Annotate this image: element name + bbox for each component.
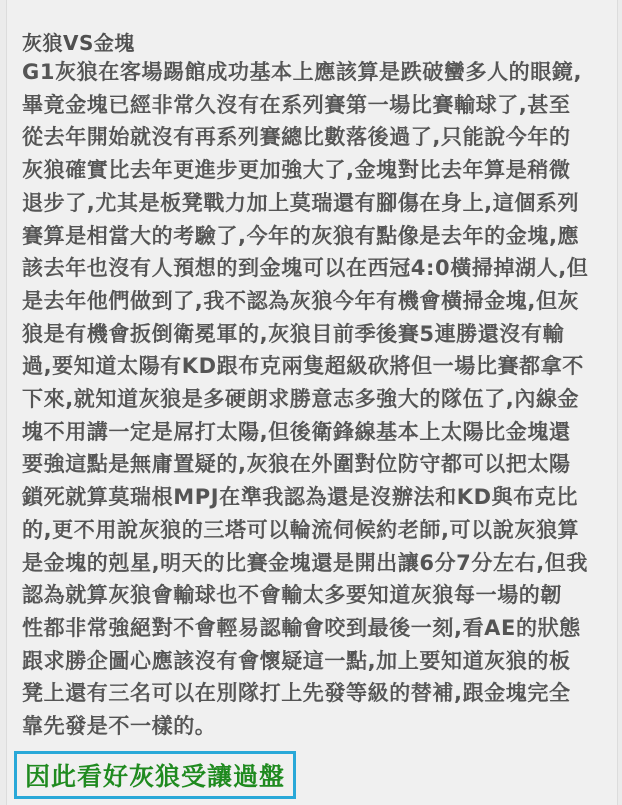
body-line-3: 從去年開始就沒有再系列賽總比數落後過了,只能說今年的 [22, 125, 571, 150]
body-line-12: 塊不用講一定是屌打太陽,但後衛鋒線基本上太陽比金塊還 [22, 419, 571, 444]
body-line-10: 過,要知道太陽有KD跟布克兩隻超級砍將但一場比賽都拿不 [22, 354, 584, 379]
body-line-5: 退步了,尤其是板凳戰力加上莫瑞還有腳傷在身上,這個系列 [22, 190, 580, 215]
body-line-18: 性都非常強絕對不會輕易認輸會咬到最後一刻,看AE的狀態 [22, 615, 581, 640]
body-line-4: 灰狼確實比去年更進步更加強大了,金塊對比去年算是稍微 [22, 158, 571, 183]
body-line-6: 賽算是相當大的考驗了,今年的灰狼有點像是去年的金塊,應 [22, 223, 580, 248]
post-body [22, 56, 610, 743]
body-line-2: 畢竟金塊已經非常久沒有在系列賽第一場比賽輸球了,甚至 [22, 92, 571, 117]
body-line-17: 認為就算灰狼會輸球也不會輸太多要知道灰狼每一場的韌 [22, 583, 562, 608]
body-line-1: G1灰狼在客場踢館成功基本上應該算是跌破蠻多人的眼鏡, [22, 60, 583, 84]
body-line-16: 是金塊的剋星,明天的比賽金塊還是開出讓6分7分左右,但我 [22, 550, 588, 575]
body-line-7: 該去年也沒有人預想的到金塊可以在西冠4:0橫掃掉湖人,但 [22, 256, 589, 281]
conclusion-text: 因此看好灰狼受讓過盤 [25, 762, 286, 791]
conclusion-box [14, 751, 296, 799]
body-line-21: 靠先發是不一樣的。 [22, 714, 217, 739]
body-line-20: 凳上還有三名可以在別隊打上先發等級的替補,跟金塊完全 [22, 681, 571, 706]
body-line-9: 狼是有機會扳倒衛冕軍的,灰狼目前季後賽5連勝還沒有輸 [22, 321, 565, 346]
body-line-13: 要強這點是無庸置疑的,灰狼在外圍對位防守都可以把太陽 [22, 452, 571, 477]
body-line-8: 是去年他們做到了,我不認為灰狼今年有機會橫掃金塊,但灰 [22, 288, 580, 313]
post-title: 灰狼VS金塊 [22, 31, 135, 55]
body-line-14: 鎖死就算莫瑞根MPJ在準我認為還是沒辦法和KD與布克比 [22, 485, 579, 510]
body-line-19: 跟求勝企圖心應該沒有會懷疑這一點,加上要知道灰狼的板 [22, 648, 571, 673]
post-panel [6, 0, 618, 805]
body-line-15: 的,更不用說灰狼的三塔可以輪流伺候約老師,可以說灰狼算 [22, 517, 580, 542]
body-line-11: 下來,就知道灰狼是多硬朗求勝意志多強大的隊伍了,內線金 [22, 387, 580, 412]
